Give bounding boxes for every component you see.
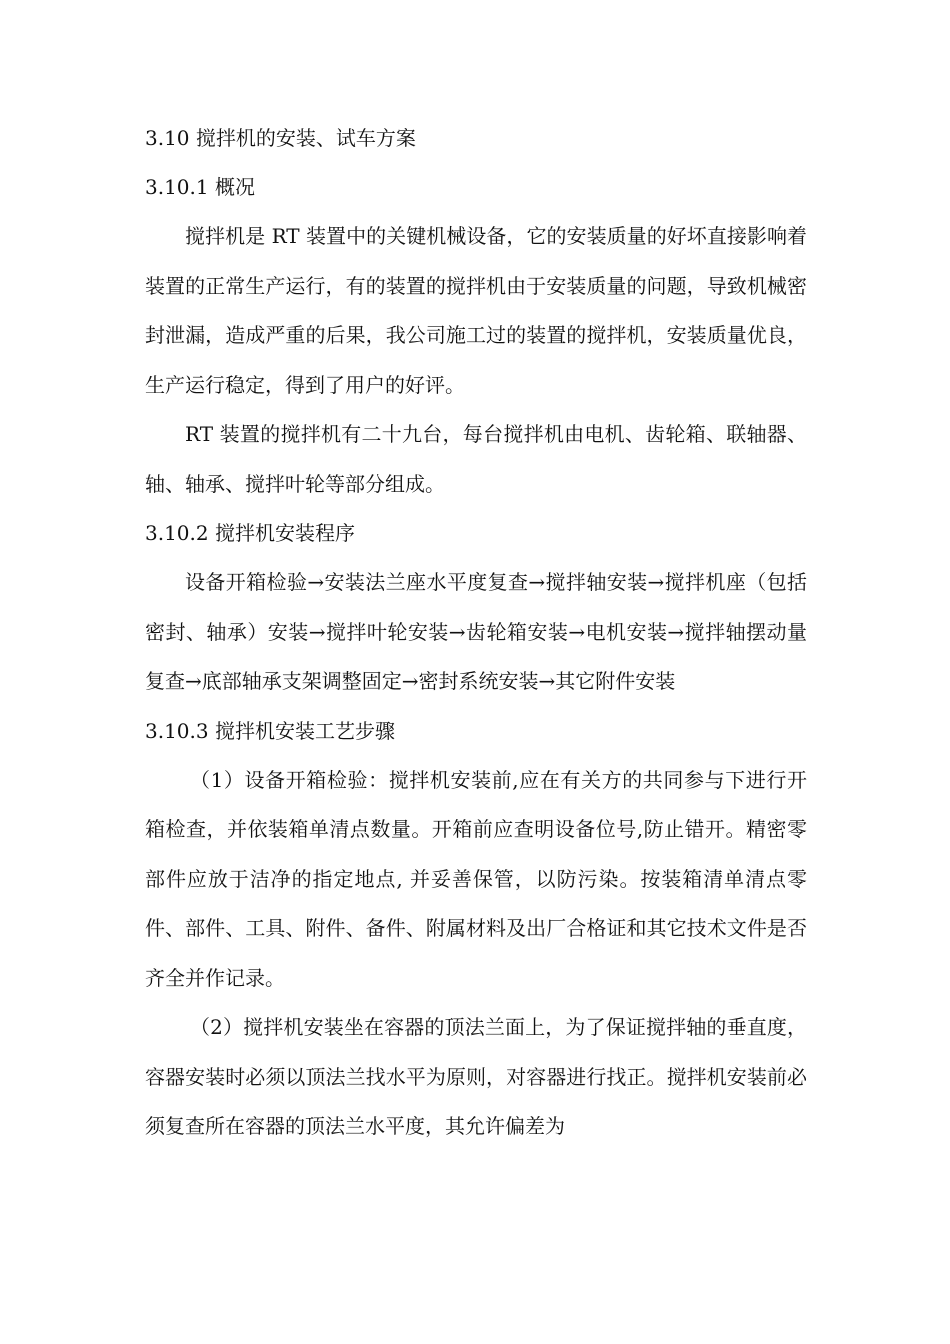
document-body xyxy=(145,114,807,1152)
paragraph-step-2: （2）搅拌机安装坐在容器的顶法兰面上，为了保证搅拌轴的垂直度，容器安装时必须以顶法兰找水平为原则，对容器进行找正。搅拌机安装前必须复查所在容器的顶法兰水平度，其允许偏差为 xyxy=(145,1015,807,1138)
paragraph-overview-2: RT 装置的搅拌机有二十九台，每台搅拌机由电机、齿轮箱、联轴器、轴、轴承、搅拌叶轮等部分组成。 xyxy=(145,422,807,496)
paragraph-step-1: （1）设备开箱检验：搅拌机安装前,应在有关方的共同参与下进行开箱检查，并依装箱单清点数量。开箱前应查明设备位号,防止错开。精密零部件应放于洁净的指定地点, 并妥善保管，以防污染。按装箱清单清点零件、部件、工具、附件、备件、附属材料及出厂合格证和其它技术文件是否齐全并作记录。 xyxy=(145,767,807,990)
paragraph-install-procedure: 设备开箱检验→安装法兰座水平度复查→搅拌轴安装→搅拌机座（包括密封、轴承）安装→搅拌叶轮安装→齿轮箱安装→电机安装→搅拌轴摆动量复查→底部轴承支架调整固定→密封系统安装→其它附件安装 xyxy=(145,570,807,693)
section-heading-3-10-1: 3.10.1 概况 xyxy=(145,175,255,199)
section-heading-3-10: 3.10 搅拌机的安装、试车方案 xyxy=(145,126,416,150)
section-heading-3-10-2: 3.10.2 搅拌机安装程序 xyxy=(145,521,355,545)
paragraph-overview-1: 搅拌机是 RT 装置中的关键机械设备，它的安装质量的好坏直接影响着装置的正常生产运行，有的装置的搅拌机由于安装质量的问题，导致机械密封泄漏，造成严重的后果，我公司施工过的装置的搅拌机，安装质量优良，生产运行稳定，得到了用户的好评。 xyxy=(145,224,807,397)
section-heading-3-10-3: 3.10.3 搅拌机安装工艺步骤 xyxy=(145,718,395,743)
